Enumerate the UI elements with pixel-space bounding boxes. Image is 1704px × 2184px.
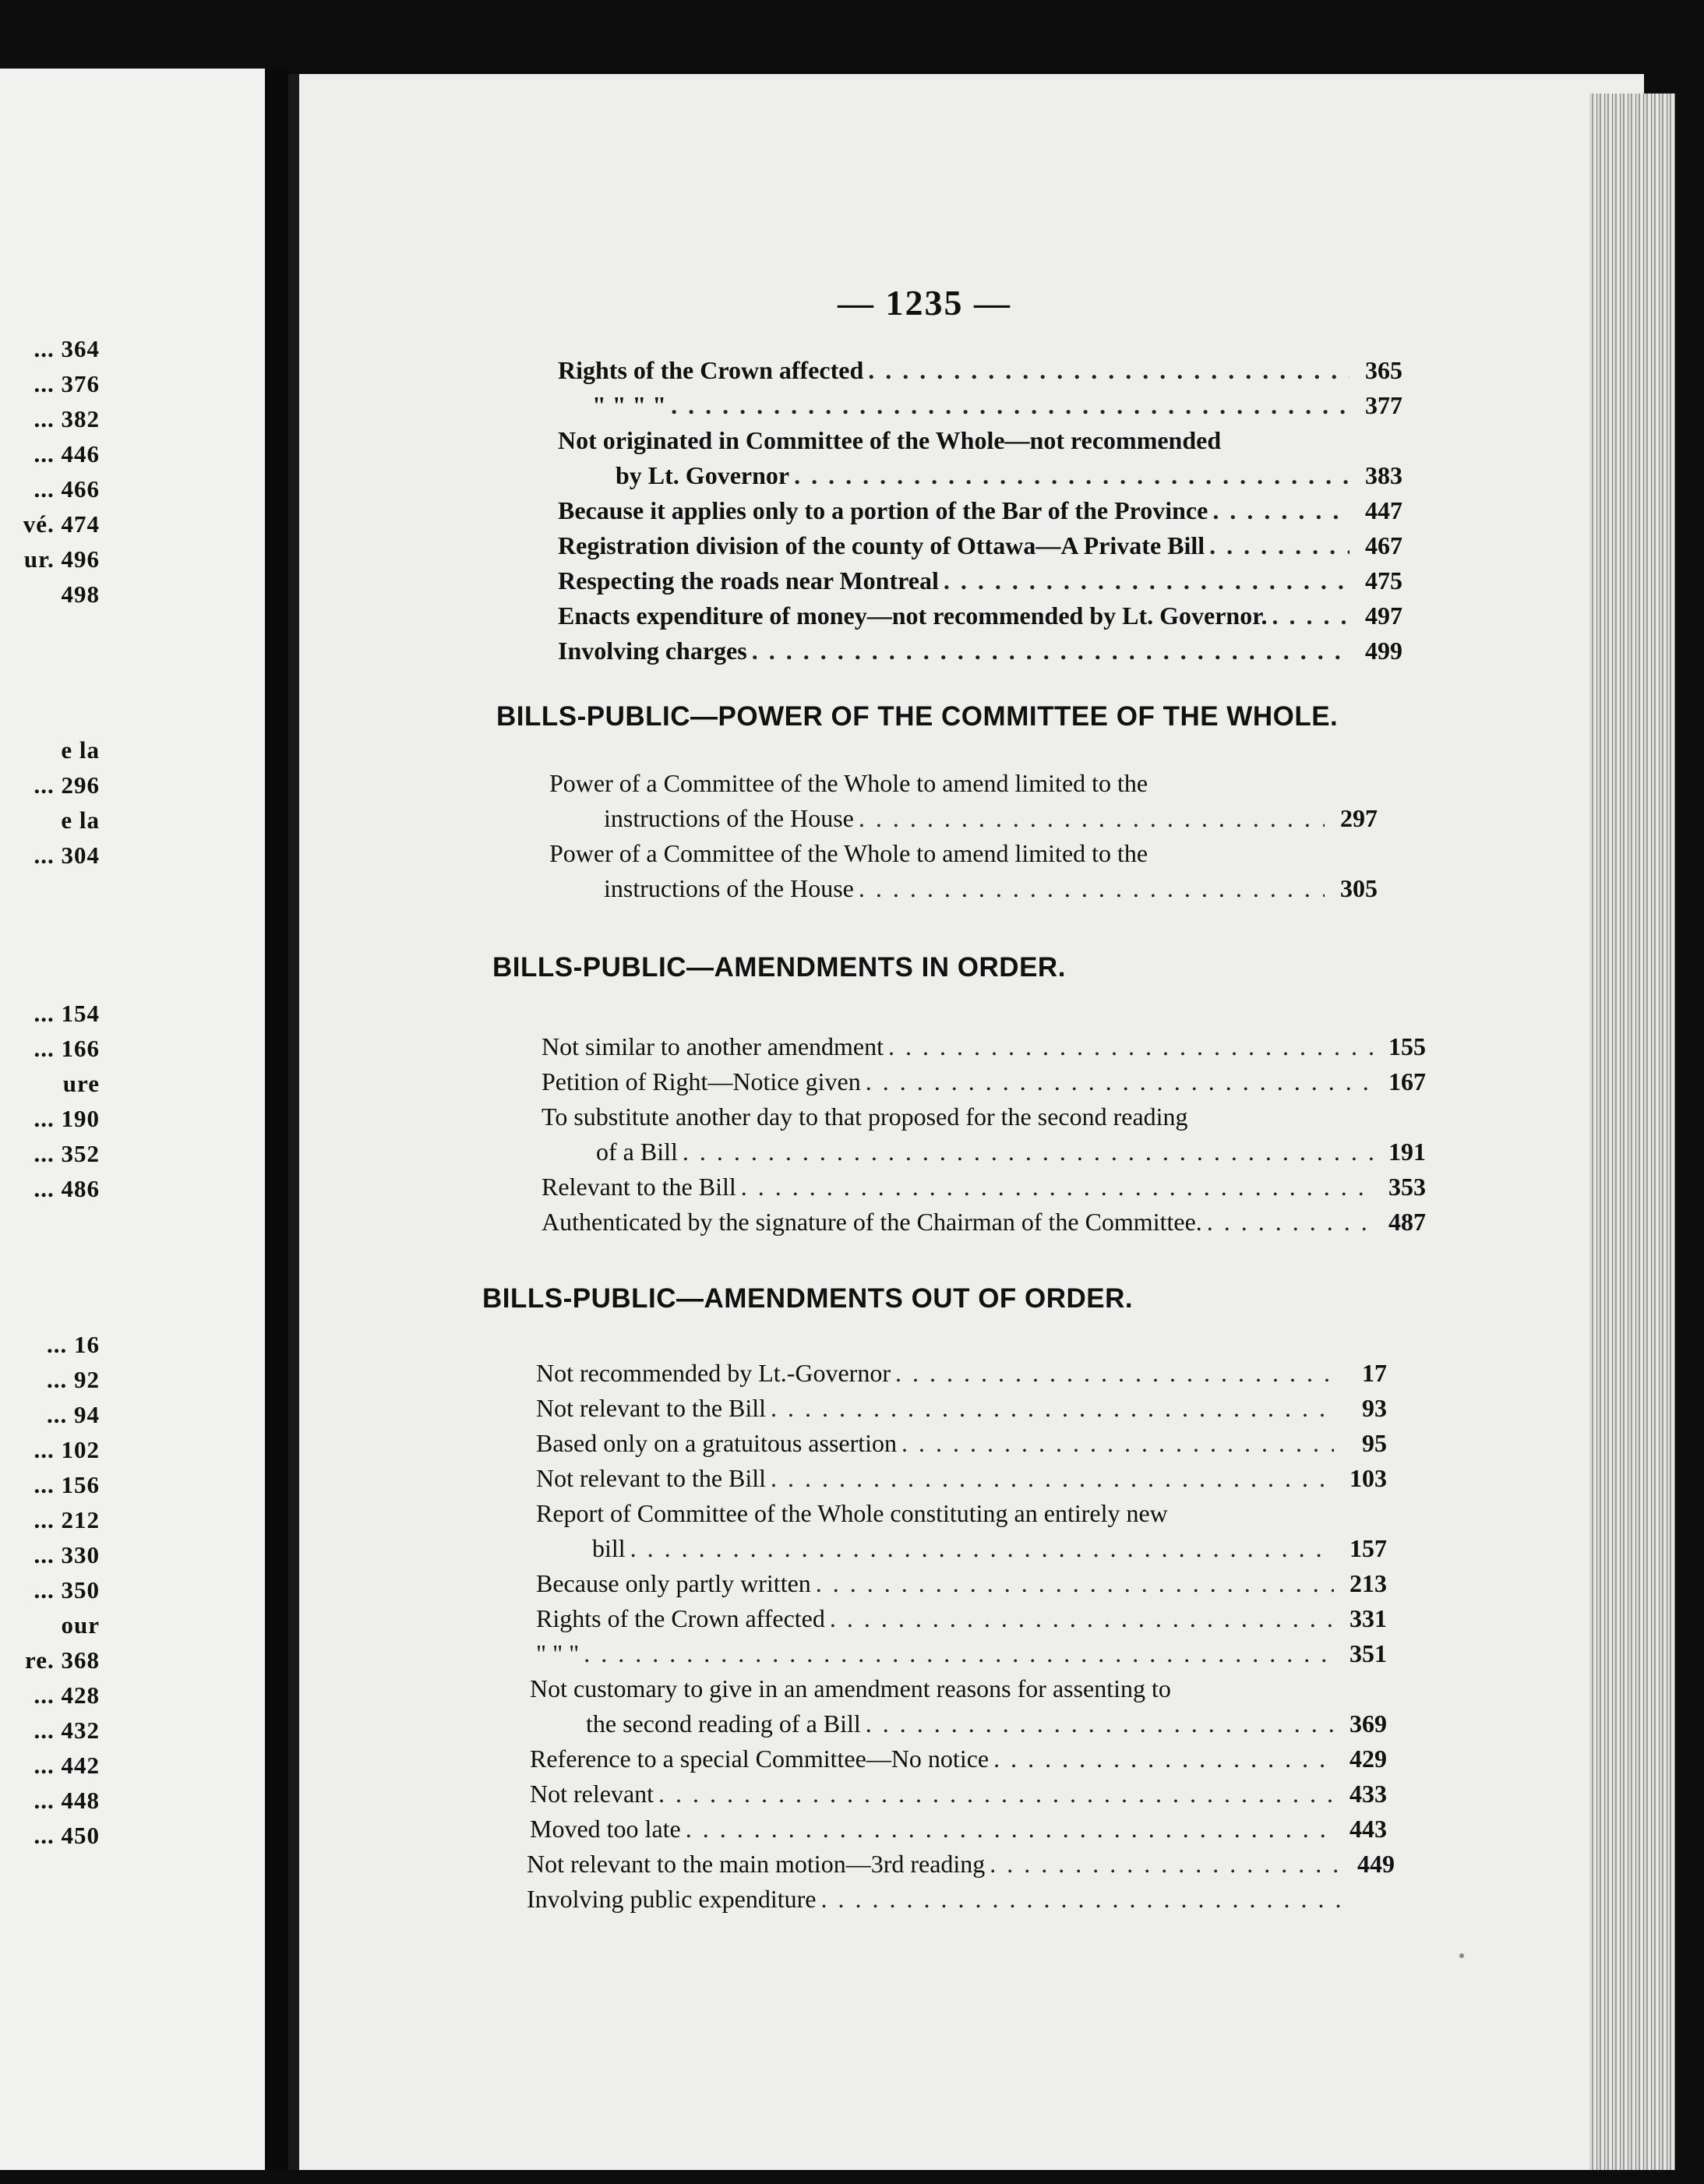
speck bbox=[1459, 1953, 1464, 1958]
left-page-line: ... 376 bbox=[34, 370, 100, 397]
left-page-line: ... 296 bbox=[34, 771, 100, 799]
entry-page-number: 297 bbox=[1340, 804, 1378, 832]
entry-page-number: 475 bbox=[1365, 566, 1402, 595]
left-page-line: ... 450 bbox=[34, 1822, 100, 1849]
dot-leader bbox=[859, 803, 1325, 834]
entry-text: Because it applies only to a portion of the Bar of the Province bbox=[558, 496, 1208, 524]
dot-leader bbox=[820, 1883, 1343, 1914]
entry-text: Not customary to give in an amendment reasons for assenting to bbox=[530, 1674, 1171, 1702]
dot-leader bbox=[683, 1136, 1373, 1167]
index-entry bbox=[536, 1357, 1387, 1388]
dot-leader bbox=[901, 1427, 1334, 1459]
left-page-line: ... 102 bbox=[34, 1436, 100, 1463]
left-page-line: our bbox=[61, 1611, 100, 1639]
entry-text: Petition of Right—Notice given bbox=[542, 1067, 861, 1096]
entry-page-number: 213 bbox=[1349, 1569, 1387, 1597]
entry-page-number: 351 bbox=[1349, 1639, 1387, 1667]
entry-text: Respecting the roads near Montreal bbox=[558, 566, 939, 595]
entry-text: Not similar to another amendment bbox=[542, 1032, 884, 1060]
left-page-line: ... 352 bbox=[34, 1140, 100, 1167]
section-heading-power: BILLS-PUBLIC—POWER OF THE COMMITTEE OF THE WHOLE. bbox=[496, 701, 1339, 732]
dot-leader bbox=[752, 635, 1349, 666]
index-entry bbox=[592, 1533, 1387, 1564]
index-entry bbox=[558, 635, 1402, 666]
left-page-line: ... 428 bbox=[34, 1681, 100, 1709]
entry-text: Based only on a gratuitous assertion bbox=[536, 1429, 898, 1457]
index-entry bbox=[527, 1883, 1348, 1914]
dot-leader bbox=[866, 1708, 1334, 1739]
index-entry bbox=[592, 390, 1402, 421]
entry-text: Power of a Committee of the Whole to amend limited to the bbox=[549, 769, 1148, 797]
entry-text: Moved too late bbox=[530, 1815, 681, 1843]
left-page-line: e la bbox=[61, 736, 100, 764]
page-edges bbox=[1589, 93, 1675, 2184]
left-page-line: ... 382 bbox=[34, 405, 100, 432]
index-entry bbox=[536, 1568, 1387, 1599]
dot-leader bbox=[584, 1638, 1334, 1669]
entry-text: instructions of the House bbox=[604, 804, 854, 832]
index-entry bbox=[530, 1778, 1387, 1809]
left-page-line: ... 154 bbox=[34, 1000, 100, 1027]
page-gutter bbox=[265, 69, 288, 2184]
dot-leader bbox=[816, 1568, 1334, 1599]
left-page-line: ... 304 bbox=[34, 841, 100, 869]
entry-page-number: 157 bbox=[1349, 1534, 1387, 1562]
entry-text: Not relevant to the main motion—3rd reading bbox=[527, 1850, 986, 1878]
index-entry bbox=[530, 1673, 1387, 1704]
index-entry bbox=[549, 767, 1378, 799]
entry-text: bill bbox=[592, 1534, 626, 1562]
index-entry bbox=[616, 460, 1402, 491]
entry-page-number: 499 bbox=[1365, 637, 1402, 665]
left-page-line: re. 368 bbox=[25, 1646, 100, 1674]
index-entry bbox=[536, 1462, 1387, 1494]
entry-page-number: 497 bbox=[1365, 602, 1402, 630]
entry-text: Power of a Committee of the Whole to amend limited to the bbox=[549, 839, 1148, 867]
index-entry bbox=[536, 1498, 1387, 1529]
dot-leader bbox=[868, 355, 1349, 386]
entry-text: To substitute another day to that proposed for the second reading bbox=[542, 1103, 1188, 1131]
left-page-line: 498 bbox=[61, 580, 100, 608]
dot-leader bbox=[630, 1533, 1334, 1564]
entry-text: Involving charges bbox=[558, 637, 747, 665]
left-page-line: ... 448 bbox=[34, 1787, 100, 1814]
dot-leader bbox=[658, 1778, 1334, 1809]
left-page-line: ... 16 bbox=[47, 1331, 100, 1358]
left-page-line: ... 350 bbox=[34, 1576, 100, 1604]
index-entry bbox=[558, 495, 1402, 526]
entry-text: Because only partly written bbox=[536, 1569, 811, 1597]
dot-leader bbox=[794, 460, 1349, 491]
entry-text: Reference to a special Committee—No notice bbox=[530, 1745, 990, 1773]
index-entry bbox=[549, 838, 1378, 869]
entry-page-number: 191 bbox=[1388, 1138, 1426, 1166]
entry-page-number: 365 bbox=[1365, 356, 1402, 384]
entry-page-number: 17 bbox=[1362, 1359, 1387, 1387]
entry-page-number: 305 bbox=[1340, 874, 1378, 902]
left-page-line: ure bbox=[62, 1070, 100, 1097]
dot-leader bbox=[1272, 600, 1349, 631]
entry-text: " " " bbox=[536, 1639, 580, 1667]
entry-text: Not originated in Committee of the Whole—not recommended bbox=[558, 426, 1222, 454]
page-number: — 1235 — bbox=[838, 283, 1011, 323]
dot-leader bbox=[1207, 1206, 1373, 1237]
entry-page-number: 377 bbox=[1365, 391, 1402, 419]
left-page-fragment bbox=[0, 69, 265, 2184]
left-page-line: ur. 496 bbox=[23, 545, 100, 573]
entry-text: Rights of the Crown affected bbox=[536, 1604, 825, 1632]
dot-leader bbox=[771, 1392, 1334, 1424]
entry-text: instructions of the House bbox=[604, 874, 854, 902]
entry-text: Not relevant to the Bill bbox=[536, 1464, 767, 1492]
entry-page-number: 167 bbox=[1388, 1067, 1426, 1096]
index-entry bbox=[536, 1638, 1387, 1669]
index-entry bbox=[558, 565, 1402, 596]
index-entry bbox=[536, 1603, 1387, 1634]
left-page-line: ... 166 bbox=[34, 1035, 100, 1062]
left-page-line: ... 190 bbox=[34, 1105, 100, 1132]
index-entry bbox=[536, 1427, 1387, 1459]
entry-text: Enacts expenditure of money—not recommended by Lt. Governor. bbox=[558, 602, 1268, 630]
entry-text: Not recommended by Lt.-Governor bbox=[536, 1359, 891, 1387]
dot-leader bbox=[1212, 495, 1349, 526]
left-page-line: ... 466 bbox=[34, 475, 100, 503]
entry-text: Authenticated by the signature of the Chairman of the Committee. bbox=[542, 1208, 1202, 1236]
left-page-line: ... 364 bbox=[34, 335, 100, 362]
left-page-line: ... 442 bbox=[34, 1752, 100, 1779]
dot-leader bbox=[944, 565, 1349, 596]
entry-page-number: 93 bbox=[1362, 1394, 1387, 1422]
index-entry bbox=[558, 425, 1402, 456]
index-entry bbox=[530, 1743, 1387, 1774]
entry-page-number: 443 bbox=[1349, 1815, 1387, 1843]
section-heading-in-order: BILLS-PUBLIC—AMENDMENTS IN ORDER. bbox=[492, 952, 1066, 983]
entry-page-number: 447 bbox=[1365, 496, 1402, 524]
left-page-line: ... 486 bbox=[34, 1175, 100, 1202]
dot-leader bbox=[741, 1171, 1373, 1202]
index-entry bbox=[596, 1136, 1426, 1167]
index-entry bbox=[542, 1066, 1426, 1097]
entry-page-number: 449 bbox=[1357, 1850, 1395, 1878]
dot-leader bbox=[990, 1848, 1342, 1879]
index-entry bbox=[536, 1392, 1387, 1424]
entry-text: the second reading of a Bill bbox=[586, 1709, 861, 1738]
dot-leader bbox=[993, 1743, 1334, 1774]
entry-text: Report of Committee of the Whole constituting an entirely new bbox=[536, 1499, 1168, 1527]
dot-leader bbox=[830, 1603, 1334, 1634]
left-page-line: ... 446 bbox=[34, 440, 100, 467]
dot-leader bbox=[866, 1066, 1373, 1097]
index-entry bbox=[542, 1206, 1426, 1237]
index-entry bbox=[558, 530, 1402, 561]
entry-text: Involving public expenditure bbox=[527, 1885, 817, 1913]
scan-border bbox=[0, 2170, 1704, 2184]
dot-leader bbox=[859, 873, 1325, 904]
entry-text: Not relevant to the Bill bbox=[536, 1394, 767, 1422]
entry-text: Registration division of the county of Ottawa—A Private Bill bbox=[558, 531, 1205, 559]
entry-text: by Lt. Governor bbox=[616, 461, 790, 489]
left-page-line: ... 212 bbox=[34, 1506, 100, 1533]
section-heading-out-of-order: BILLS-PUBLIC—AMENDMENTS OUT OF ORDER. bbox=[482, 1283, 1134, 1314]
dot-leader bbox=[771, 1462, 1334, 1494]
entry-page-number: 155 bbox=[1388, 1032, 1426, 1060]
entry-page-number: 383 bbox=[1365, 461, 1402, 489]
left-page-line: ... 92 bbox=[47, 1366, 100, 1393]
entry-page-number: 433 bbox=[1349, 1780, 1387, 1808]
dot-leader bbox=[888, 1031, 1373, 1062]
left-page-line: ... 94 bbox=[47, 1401, 100, 1428]
left-page-line: vé. 474 bbox=[23, 510, 100, 538]
entry-page-number: 429 bbox=[1349, 1745, 1387, 1773]
entry-page-number: 103 bbox=[1349, 1464, 1387, 1492]
entry-text: Relevant to the Bill bbox=[542, 1173, 736, 1201]
dot-leader bbox=[1209, 530, 1349, 561]
dot-leader bbox=[671, 390, 1349, 421]
entry-page-number: 353 bbox=[1388, 1173, 1426, 1201]
dot-leader bbox=[895, 1357, 1334, 1388]
index-entry bbox=[527, 1848, 1395, 1879]
left-page-line: e la bbox=[61, 806, 100, 834]
index-entry bbox=[558, 355, 1402, 386]
index-entry bbox=[542, 1101, 1426, 1132]
entry-page-number: 95 bbox=[1362, 1429, 1387, 1457]
entry-page-number: 331 bbox=[1349, 1604, 1387, 1632]
index-entry bbox=[542, 1031, 1426, 1062]
entry-text: Not relevant bbox=[530, 1780, 654, 1808]
entry-text: Rights of the Crown affected bbox=[558, 356, 864, 384]
dot-leader bbox=[686, 1813, 1334, 1844]
index-entry bbox=[604, 873, 1378, 904]
index-entry bbox=[542, 1171, 1426, 1202]
index-entry bbox=[586, 1708, 1387, 1739]
left-page-line: ... 156 bbox=[34, 1471, 100, 1498]
entry-page-number: 369 bbox=[1349, 1709, 1387, 1738]
index-entry bbox=[558, 600, 1402, 631]
entry-text: " " " " bbox=[592, 391, 667, 419]
entry-page-number: 487 bbox=[1388, 1208, 1426, 1236]
left-page-line: ... 330 bbox=[34, 1541, 100, 1568]
entry-text: of a Bill bbox=[596, 1138, 678, 1166]
entry-page-number: 467 bbox=[1365, 531, 1402, 559]
index-entry bbox=[604, 803, 1378, 834]
index-entry bbox=[530, 1813, 1387, 1844]
left-page-line: ... 432 bbox=[34, 1717, 100, 1744]
